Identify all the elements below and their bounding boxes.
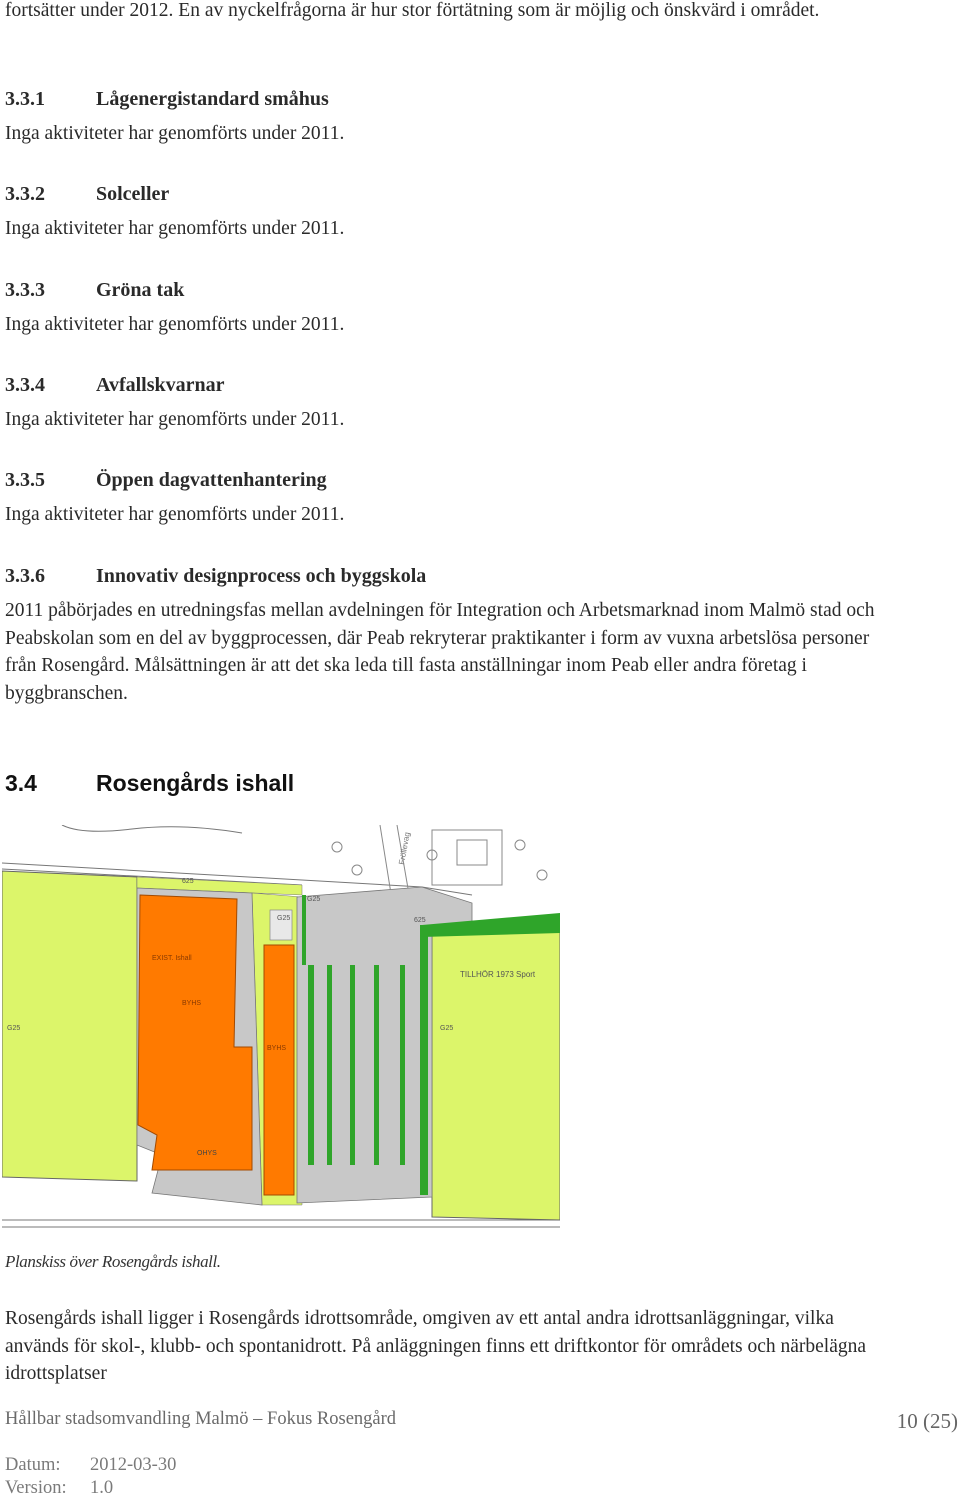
section-heading-3-3-3 [5, 277, 184, 303]
page-number: 10 (25) [896, 1409, 958, 1433]
map-text-building: BYHS [182, 1000, 202, 1007]
section-body: Inga aktiviteter har genomförts under 2011. [5, 314, 345, 335]
section-heading-3-3-2 [5, 181, 169, 207]
date-value: 2012-03-30 [90, 1455, 177, 1475]
section-title: Solceller [96, 183, 170, 205]
map-text-lot: G25 [277, 915, 291, 922]
section-number: 3.3.5 [5, 469, 45, 491]
section-number: 3.3.3 [5, 279, 45, 301]
section-body: Inga aktiviteter har genomförts under 2011. [5, 504, 345, 525]
figure-caption: Planskiss över Rosengårds ishall. [5, 1252, 221, 1271]
section-body: 2011 påbörjades en utredningsfas mellan avdelningen för Integration och Arbetsmarknad inom Malmö stad och Peabskolan som en del av byggprocessen, där Peab rekryterar praktikanter i form av vuxna arbetslösa personer från Rosengård. Målsättningen är att det ska leda till fasta anställningar inom Peab eller andra företag i byggbranschen. [5, 600, 875, 704]
map-text-lot: G25 [440, 1025, 454, 1032]
section-heading-3-3-5 [5, 467, 327, 493]
street-label: Fröllevag [397, 831, 412, 866]
section-number: 3.3.1 [5, 88, 45, 110]
map-text-building: EXIST. Ishall [152, 955, 192, 962]
footer-doc-title: Hållbar stadsomvandling Malmö – Fokus Rosengård [5, 1409, 397, 1429]
section-title: Lågenergistandard småhus [96, 88, 329, 110]
map-text-tillhor: TILLHÖR 1973 Sport [460, 970, 536, 979]
section-body: Inga aktiviteter har genomförts under 2011. [5, 218, 345, 239]
section-body: Inga aktiviteter har genomförts under 2011. [5, 123, 345, 144]
annex-building [264, 945, 294, 1195]
footer-version [5, 1478, 113, 1499]
footer-date [5, 1455, 176, 1476]
map-text-lot: G25 [307, 896, 321, 903]
version-value: 1.0 [90, 1478, 114, 1498]
intro-paragraph: fortsätter under 2012. En av nyckelfrågorna är hur stor förtätning som är möjlig och önskvärd i området. [5, 0, 820, 21]
section-title: Öppen dagvattenhantering [96, 469, 327, 491]
section-title: Innovativ designprocess och byggskola [96, 565, 427, 587]
map-text-building: OHYS [197, 1150, 217, 1157]
map-text-building: BYHS [267, 1045, 287, 1052]
closing-paragraph: Rosengårds ishall ligger i Rosengårds idrottsområde, omgiven av ett antal andra idrottsanläggningar, vilka används för skol-, klubb- och spontanidrott. På anläggningen finns ett driftkontor för områdets och närbelägna idrottsplatser [5, 1308, 867, 1384]
map-text-lot: 625 [414, 917, 426, 924]
map-text-lot: 625 [182, 878, 194, 885]
section-heading-3-3-4 [5, 372, 225, 398]
section-number: 3.3.6 [5, 565, 45, 587]
map-text-lot: G25 [7, 1025, 21, 1032]
date-label: Datum: [5, 1455, 61, 1475]
section-number: 3.4 [5, 770, 37, 796]
site-plan-map [2, 825, 560, 1245]
section-heading-3-3-6 [5, 563, 426, 589]
green-field-left [2, 871, 137, 1181]
section-number: 3.3.2 [5, 183, 45, 205]
section-heading-3-4 [5, 768, 294, 798]
section-title: Rosengårds ishall [96, 770, 295, 796]
section-number: 3.3.4 [5, 374, 45, 396]
section-title: Gröna tak [96, 279, 185, 301]
section-body: Inga aktiviteter har genomförts under 2011. [5, 409, 345, 430]
version-label: Version: [5, 1478, 67, 1498]
section-title: Avfallskvarnar [96, 374, 225, 396]
section-heading-3-3-1 [5, 86, 329, 112]
